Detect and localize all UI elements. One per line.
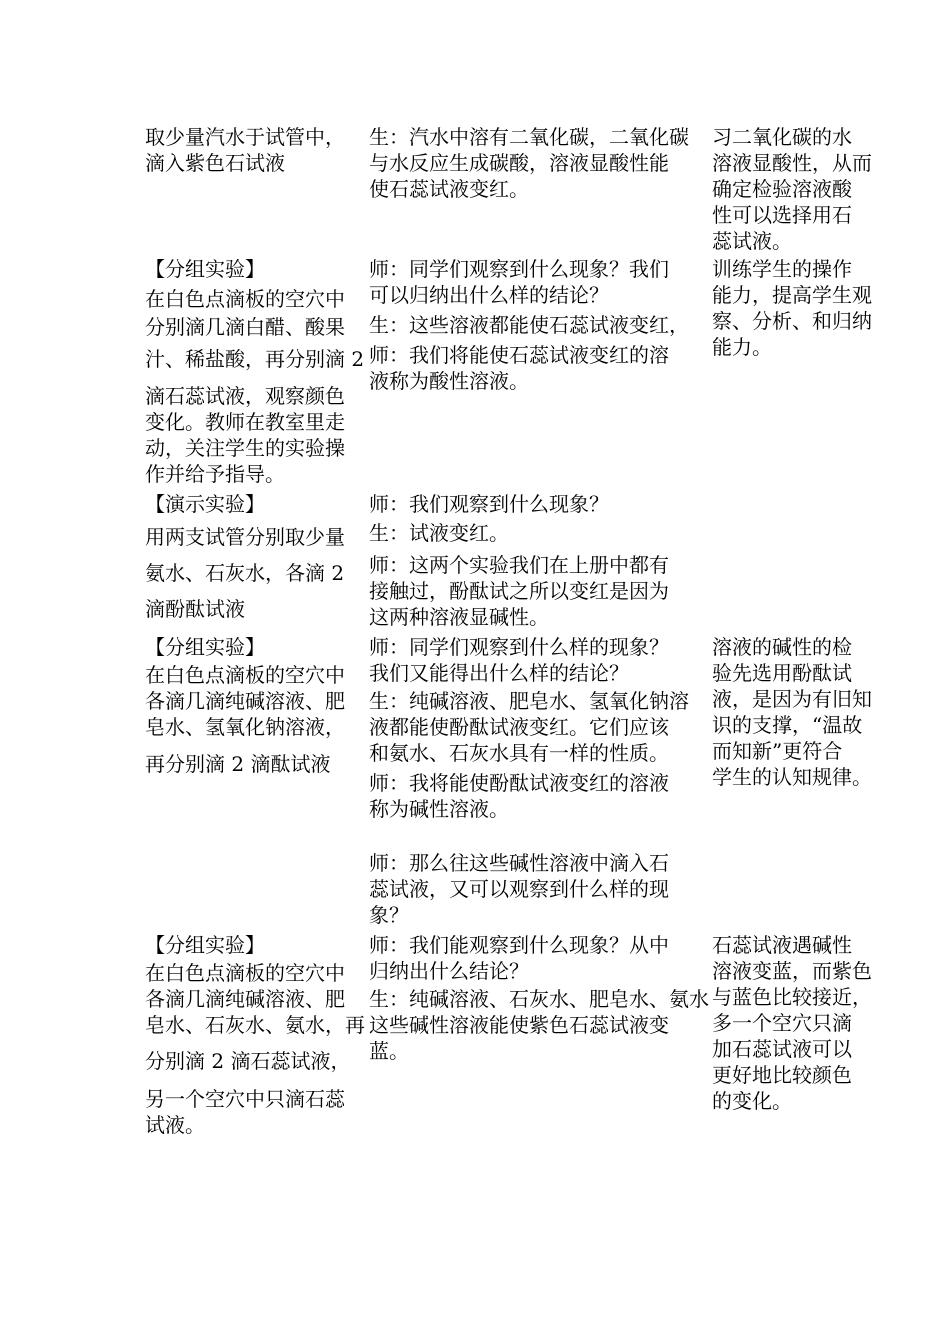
row4-dialogue-line-9: 蕊试液，又可以观察到什么样的现 xyxy=(369,877,669,901)
row2-dialogue-line-4: 师：我们将能使石蕊试液变红的溶 xyxy=(369,343,669,367)
row2-dialogue-line-2: 可以归纳出什么样的结论？ xyxy=(369,283,609,307)
row5-intent-line-5: 加石蕊试液可以 xyxy=(712,1037,852,1061)
row2-experiment-line-8: 作并给予指导。 xyxy=(145,462,285,486)
row2-experiment-line-4: 汁、稀盐酸，再分别滴 2 xyxy=(145,347,365,371)
row1-intent-line-3: 确定检验溶液酸 xyxy=(712,177,852,201)
row2-experiment-line-2: 在白色点滴板的空穴中 xyxy=(145,287,345,311)
row2-intent-line-4: 能力。 xyxy=(712,335,772,359)
row1-experiment-line-2: 滴入紫色石试液 xyxy=(145,151,285,175)
row3-experiment-line-1: 【演示实验】 xyxy=(145,492,265,516)
row1-dialogue-line-1: 生：汽水中溶有二氧化碳，二氧化碳 xyxy=(369,125,689,149)
row2-intent-line-3: 察、分析、和归纳 xyxy=(712,309,872,333)
row3-dialogue-line-4: 接触过，酚酞试之所以变红是因为 xyxy=(369,579,669,603)
row3-experiment-line-2: 用两支试管分别取少量 xyxy=(145,525,345,549)
row5-intent-line-2: 溶液变蓝，而紫色 xyxy=(712,959,872,983)
row1-dialogue-line-2: 与水反应生成碳酸，溶液显酸性能 xyxy=(369,151,669,175)
row2-dialogue-line-1: 师：同学们观察到什么现象？我们 xyxy=(369,257,669,281)
row3-dialogue-line-3: 师：这两个实验我们在上册中都有 xyxy=(369,553,669,577)
row2-dialogue-line-3: 生：这些溶液都能使石蕊试液变红， xyxy=(369,313,689,337)
row5-intent-line-3: 与蓝色比较接近， xyxy=(712,985,872,1009)
row4-intent-line-5: 而知新”更符合 xyxy=(712,739,843,763)
row1-experiment-line-1: 取少量汽水于试管中， xyxy=(145,125,345,149)
row2-experiment-line-5: 滴石蕊试液，观察颜色 xyxy=(145,384,345,408)
row2-intent-line-1: 训练学生的操作 xyxy=(712,257,852,281)
row2-dialogue-line-5: 液称为酸性溶液。 xyxy=(369,369,529,393)
row5-experiment-line-3: 各滴几滴纯碱溶液、肥 xyxy=(145,987,345,1011)
row5-dialogue-line-2: 归纳出什么结论？ xyxy=(369,959,529,983)
row4-experiment-line-1: 【分组实验】 xyxy=(145,635,265,659)
row3-dialogue-line-5: 这两种溶液显碱性。 xyxy=(369,605,549,629)
row5-intent-line-6: 更好地比较颜色 xyxy=(712,1063,852,1087)
row4-dialogue-line-4: 液都能使酚酞试液变红。它们应该 xyxy=(369,715,669,739)
row5-dialogue-line-5: 蓝。 xyxy=(369,1039,409,1063)
row4-dialogue-line-10: 象？ xyxy=(369,903,409,927)
row2-experiment-line-6: 变化。教师在教室里走 xyxy=(145,410,345,434)
row4-experiment-line-5: 再分别滴 2 滴酞试液 xyxy=(145,752,331,776)
row4-experiment-line-4: 皂水、氢氧化钠溶液， xyxy=(145,715,345,739)
row2-experiment-line-7: 动，关注学生的实验操 xyxy=(145,436,345,460)
row2-experiment-line-3: 分别滴几滴白醋、酸果 xyxy=(145,315,345,339)
row4-intent-line-3: 液，是因为有旧知 xyxy=(712,687,872,711)
row1-dialogue-line-3: 使石蕊试液变红。 xyxy=(369,177,529,201)
row4-dialogue-line-8: 师：那么往这些碱性溶液中滴入石 xyxy=(369,851,669,875)
row1-intent-line-5: 蕊试液。 xyxy=(712,229,792,253)
row2-experiment-line-1: 【分组实验】 xyxy=(145,257,265,281)
row4-dialogue-line-6: 师：我将能使酚酞试液变红的溶液 xyxy=(369,771,669,795)
row5-dialogue-line-4: 这些碱性溶液能使紫色石蕊试液变 xyxy=(369,1013,669,1037)
row4-dialogue-line-2: 我们又能得出什么样的结论？ xyxy=(369,661,629,685)
row4-experiment-line-2: 在白色点滴板的空穴中 xyxy=(145,663,345,687)
row3-experiment-line-4: 滴酚酞试液 xyxy=(145,597,245,621)
row4-dialogue-line-3: 生：纯碱溶液、肥皂水、氢氧化钠溶 xyxy=(369,689,689,713)
row4-intent-line-4: 识的支撑，“温故 xyxy=(712,713,863,737)
row5-dialogue-line-3: 生：纯碱溶液、石灰水、肥皂水、氨水 xyxy=(369,987,709,1011)
row3-dialogue-line-1: 师：我们观察到什么现象？ xyxy=(369,492,609,516)
row1-intent-line-1: 习二氧化碳的水 xyxy=(712,125,852,149)
row5-experiment-line-7: 试液。 xyxy=(145,1113,205,1137)
row4-experiment-line-3: 各滴几滴纯碱溶液、肥 xyxy=(145,689,345,713)
row4-intent-line-6: 学生的认知规律。 xyxy=(712,765,872,789)
row5-experiment-line-5: 分别滴 2 滴石蕊试液， xyxy=(145,1049,351,1073)
row5-experiment-line-1: 【分组实验】 xyxy=(145,933,265,957)
row4-intent-line-2: 验先选用酚酞试 xyxy=(712,661,852,685)
row5-experiment-line-6: 另一个空穴中只滴石蕊 xyxy=(145,1087,345,1111)
row5-intent-line-1: 石蕊试液遇碱性 xyxy=(712,933,852,957)
row5-dialogue-line-1: 师：我们能观察到什么现象？从中 xyxy=(369,933,669,957)
row3-dialogue-line-2: 生：试液变红。 xyxy=(369,521,509,545)
row4-intent-line-1: 溶液的碱性的检 xyxy=(712,635,852,659)
row5-intent-line-4: 多一个空穴只滴 xyxy=(712,1011,852,1035)
row3-experiment-line-3: 氨水、石灰水，各滴 2 xyxy=(145,561,345,585)
row5-experiment-line-2: 在白色点滴板的空穴中 xyxy=(145,961,345,985)
row1-intent-line-2: 溶液显酸性，从而 xyxy=(712,151,872,175)
row4-dialogue-line-1: 师：同学们观察到什么样的现象？ xyxy=(369,635,669,659)
row2-intent-line-2: 能力，提高学生观 xyxy=(712,283,872,307)
row5-experiment-line-4: 皂水、石灰水、氨水，再 xyxy=(145,1013,365,1037)
row4-dialogue-line-5: 和氨水、石灰水具有一样的性质。 xyxy=(369,741,669,765)
row5-intent-line-7: 的变化。 xyxy=(712,1089,792,1113)
row1-intent-line-4: 性可以选择用石 xyxy=(712,203,852,227)
row4-dialogue-line-7: 称为碱性溶液。 xyxy=(369,797,509,821)
